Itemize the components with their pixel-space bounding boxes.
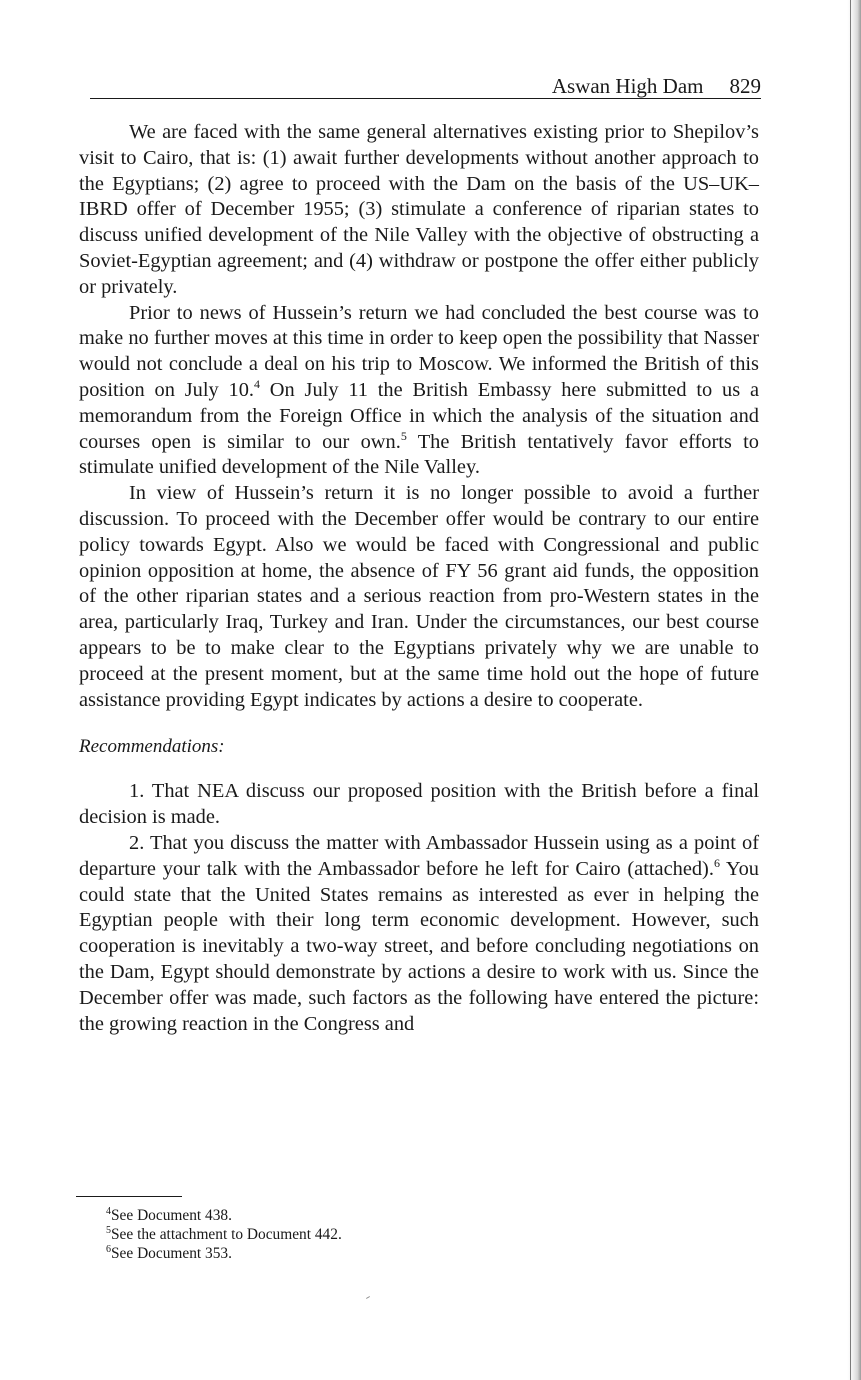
footnote-mark: 6 <box>106 1244 111 1255</box>
recommendation-item-2-part-a: 2. That you discuss the matter with Ambassador Hussein using as a point of departure your talk with the Ambassador before he left for Cairo (attached). <box>79 831 759 880</box>
footnotes <box>106 1206 606 1263</box>
header-title: Aswan High Dam <box>551 74 704 98</box>
footnote-4 <box>106 1206 606 1225</box>
footnote-rule <box>76 1196 182 1197</box>
body-text <box>79 120 759 1037</box>
page-edge-line <box>850 0 851 1380</box>
footnote-ref-5: 5 <box>400 428 407 443</box>
paragraph-prior-news-part-a: Prior to news of Hussein’s return we had concluded the best course was to make no further moves at this time in order to keep open the possibility that Nasser would not conclude a deal on his trip to Moscow. We informed the British of this position on July 10. <box>79 301 759 401</box>
recommendations-heading: Recommendations: <box>79 736 225 758</box>
footnote-text: See the attachment to Document 442. <box>111 1226 342 1243</box>
paragraph-prior-news-part-c: The British tentatively favor efforts to stimulate unified development of the Nile Valley. <box>79 430 759 479</box>
recommendation-item-1: 1. That NEA discuss our proposed position with the British before a final decision is made. <box>79 780 759 829</box>
footnote-ref-4: 4 <box>254 376 260 391</box>
paragraph-prior-news <box>79 301 759 482</box>
running-header <box>90 74 761 99</box>
page-number: 829 <box>729 74 761 98</box>
recommendation-item-2 <box>79 831 759 1037</box>
footnote-6 <box>106 1244 606 1263</box>
footnote-text: See Document 353. <box>111 1245 232 1262</box>
scan-speck <box>366 1296 370 1299</box>
recommendation-item-2-part-b: You could state that the United States remains as interested as ever in helping the Egyptian people with their long term economic development. However, such cooperation is inevitably a two-way street, and before concluding negotiations on the Dam, Egypt should demonstrate by actions a desire to work with us. Since the December offer was made, such factors as the following have entered the picture: the growing reaction in the Congress and <box>79 857 759 1035</box>
footnote-text: See Document 438. <box>111 1207 232 1224</box>
footnote-5 <box>106 1225 606 1244</box>
paragraph-hussein-return: In view of Hussein’s return it is no longer possible to avoid a further discussion. To proceed with the December offer would be contrary to our entire policy towards Egypt. Also we would be faced with Congressional and public opinion opposition at home, the absence of FY 56 grant aid funds, the opposition of the other riparian states and a serious reaction from pro-Western states in the area, particularly Iraq, Turkey and Iran. Under the circumstances, our best course appears to be to make clear to the Egyptians privately why we are unable to proceed at the present moment, but at the same time hold out the hope of future assistance providing Egypt indicates by actions a desire to cooperate. <box>79 482 759 711</box>
paragraph-alternatives: We are faced with the same general alternatives existing prior to Shepilov’s visit to Cairo, that is: (1) await further developments without another approach to the Egyptians; (2) agree to proceed with the Dam on the basis of the US–UK–IBRD offer of December 1955; (3) stimulate a conference of riparian states to discuss unified development of the Nile Valley with the objective of obstructing a Soviet-Egyptian agreement; and (4) withdraw or postpone the offer either publicly or privately. <box>79 121 759 298</box>
footnote-ref-6: 6 <box>713 855 720 870</box>
footnote-mark: 5 <box>106 1225 111 1236</box>
paragraph-prior-news-part-b: On July 11 the British Embassy here submitted to us a memorandum from the Foreign Office in which the analysis of the situation and courses open is similar to our own. <box>79 378 760 453</box>
footnote-mark: 4 <box>106 1206 111 1217</box>
